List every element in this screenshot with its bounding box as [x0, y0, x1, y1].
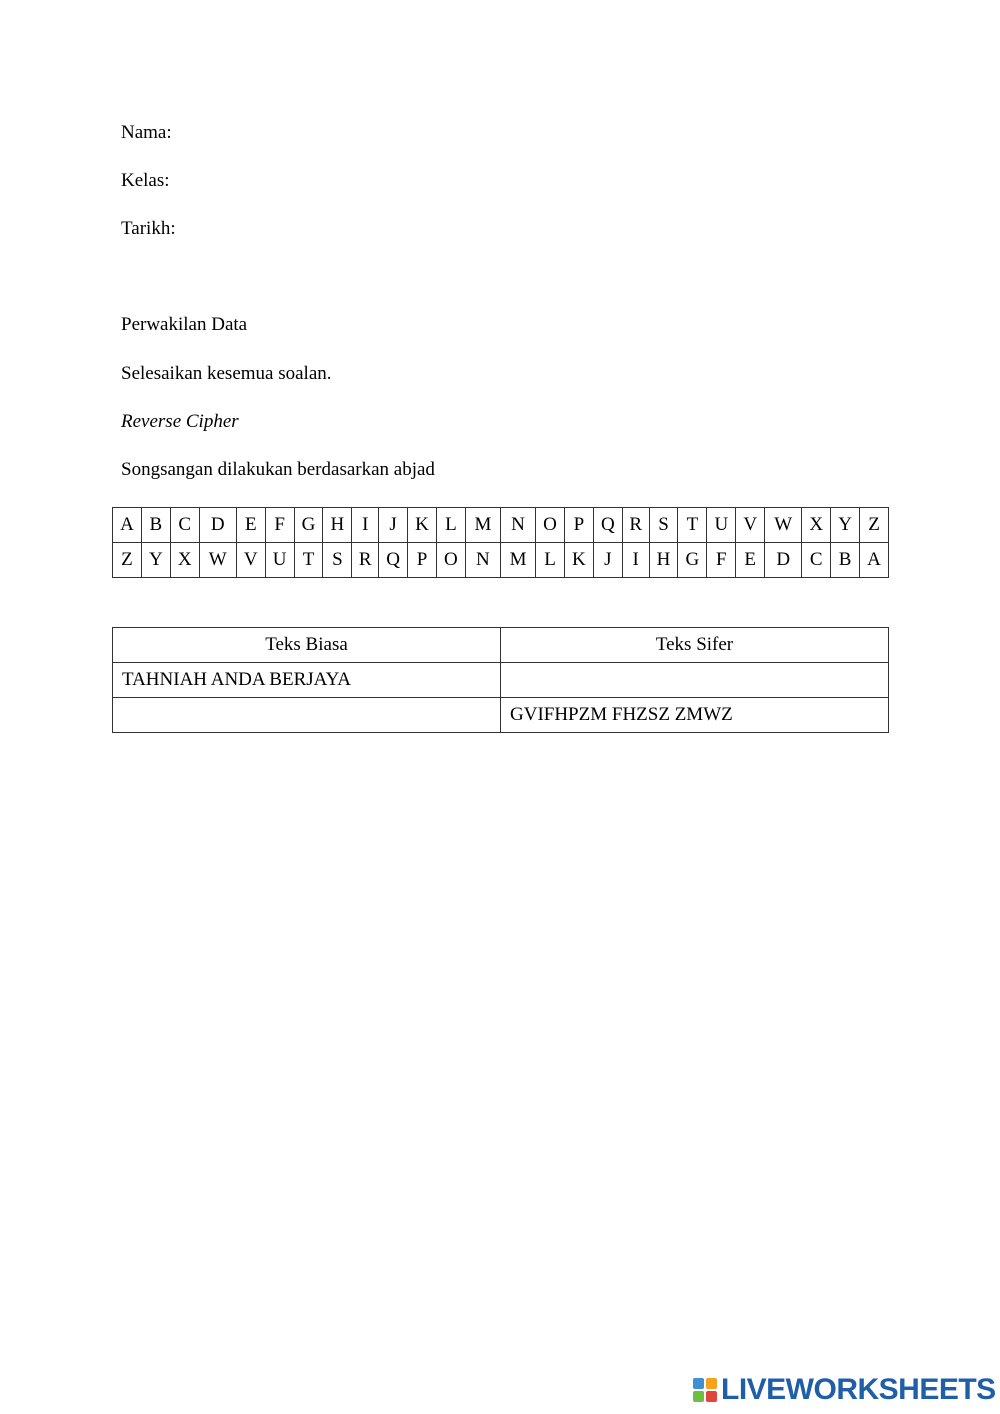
plain-letter-cell: X: [802, 508, 831, 543]
cipher-letter-cell: P: [408, 543, 437, 578]
cipher-letter-cell: Y: [141, 543, 170, 578]
plain-answer-cell[interactable]: [113, 698, 501, 733]
plain-letter-cell: S: [649, 508, 678, 543]
plain-letter-cell: W: [765, 508, 802, 543]
cipher-letter-cell: E: [736, 543, 765, 578]
topic-title: Perwakilan Data: [121, 314, 248, 335]
plain-letter-cell: O: [536, 508, 565, 543]
cipher-letter-cell: Z: [113, 543, 142, 578]
plain-letter-cell: Z: [860, 508, 889, 543]
plain-letter-cell: A: [113, 508, 142, 543]
cipher-letter-cell: D: [765, 543, 802, 578]
cipher-letter-cell: I: [622, 543, 649, 578]
plain-letter-cell: J: [379, 508, 408, 543]
logo-square: [693, 1378, 704, 1389]
cipher-letter-cell: N: [465, 543, 500, 578]
plain-letter-cell: T: [678, 508, 707, 543]
plain-letter-cell: K: [408, 508, 437, 543]
logo-square: [693, 1391, 704, 1402]
table-row: [113, 698, 889, 733]
cipher-description: Songsangan dilakukan berdasarkan abjad: [121, 459, 435, 480]
cipher-answer-cell[interactable]: [501, 663, 889, 698]
table-header-row: [113, 628, 889, 663]
cipher-letter-cell: A: [860, 543, 889, 578]
brand-name: LIVEWORKSHEETS: [721, 1373, 996, 1406]
cipher-letter-cell: L: [536, 543, 565, 578]
cipher-letter-cell: R: [352, 543, 379, 578]
name-label: Nama:: [121, 122, 172, 143]
logo-square: [706, 1391, 717, 1402]
cipher-letter-cell: V: [236, 543, 265, 578]
alphabet-table: [112, 507, 889, 578]
cipher-letter-cell: K: [564, 543, 593, 578]
plain-letter-cell: F: [265, 508, 294, 543]
logo-square: [706, 1378, 717, 1389]
plain-letter-cell: G: [294, 508, 323, 543]
plain-letter-cell: N: [500, 508, 535, 543]
cipher-letter-cell: O: [436, 543, 465, 578]
cipher-letter-cell: W: [199, 543, 236, 578]
plain-letter-cell: Q: [593, 508, 622, 543]
plain-letter-cell: C: [170, 508, 199, 543]
plain-letter-cell: L: [436, 508, 465, 543]
cipher-letter-cell: G: [678, 543, 707, 578]
plain-letter-cell: R: [622, 508, 649, 543]
cipher-letter-cell: U: [265, 543, 294, 578]
plain-text-cell: TAHNIAH ANDA BERJAYA: [113, 663, 501, 698]
plain-letter-cell: H: [323, 508, 352, 543]
plain-alphabet-row: [113, 508, 889, 543]
liveworksheets-brand: [693, 1374, 996, 1406]
cipher-letter-cell: C: [802, 543, 831, 578]
header-cipher-text: Teks Sifer: [501, 628, 889, 663]
cipher-letter-cell: J: [593, 543, 622, 578]
table-row: [113, 663, 889, 698]
plain-letter-cell: D: [199, 508, 236, 543]
cipher-letter-cell: S: [323, 543, 352, 578]
class-label: Kelas:: [121, 170, 170, 191]
cipher-exercise-table: [112, 627, 889, 733]
cipher-letter-cell: F: [707, 543, 736, 578]
cipher-letter-cell: Q: [379, 543, 408, 578]
date-label: Tarikh:: [121, 218, 176, 239]
plain-letter-cell: P: [564, 508, 593, 543]
instruction-text: Selesaikan kesemua soalan.: [121, 363, 332, 384]
plain-letter-cell: U: [707, 508, 736, 543]
cipher-letter-cell: H: [649, 543, 678, 578]
plain-letter-cell: M: [465, 508, 500, 543]
cipher-name: Reverse Cipher: [121, 411, 239, 432]
cipher-letter-cell: T: [294, 543, 323, 578]
liveworksheets-logo-icon: [693, 1378, 717, 1402]
cipher-letter-cell: M: [500, 543, 535, 578]
header-plain-text: Teks Biasa: [113, 628, 501, 663]
cipher-text-cell: GVIFHPZM FHZSZ ZMWZ: [501, 698, 889, 733]
plain-letter-cell: Y: [831, 508, 860, 543]
cipher-letter-cell: X: [170, 543, 199, 578]
cipher-alphabet-row: [113, 543, 889, 578]
plain-letter-cell: I: [352, 508, 379, 543]
plain-letter-cell: V: [736, 508, 765, 543]
cipher-letter-cell: B: [831, 543, 860, 578]
plain-letter-cell: B: [141, 508, 170, 543]
plain-letter-cell: E: [236, 508, 265, 543]
